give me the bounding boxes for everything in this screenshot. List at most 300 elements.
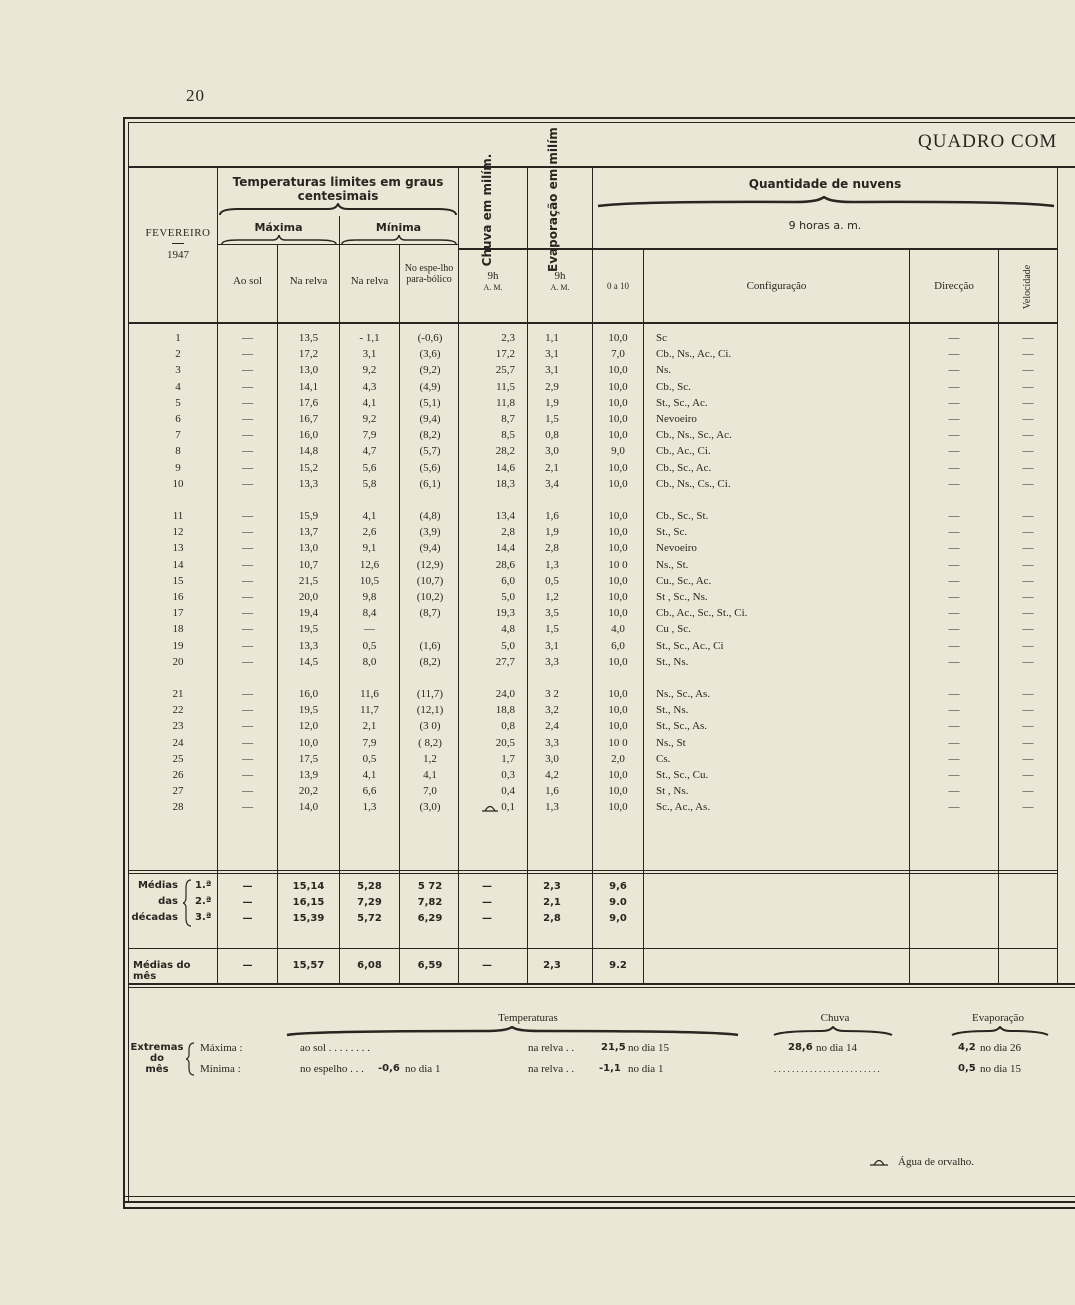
ext-min-relva-value: -1,1 (599, 1063, 621, 1074)
ext-max-relva-label: na relva . . (528, 1042, 575, 1054)
cell-evap: 3,3 (545, 736, 559, 749)
cell-nuv: 7,0 (611, 348, 625, 361)
mean-espelho: 6,29 (417, 913, 443, 924)
cell-nuv: 10,0 (608, 461, 628, 474)
cell-sol: — (242, 364, 253, 377)
cell-sol: — (242, 655, 253, 668)
mean-mes-nuv: 9.2 (609, 960, 627, 971)
means-mid-rule (128, 948, 1057, 949)
mean-sol: — (242, 913, 253, 924)
cell-evap: 3,5 (545, 607, 559, 620)
chuva-time: 9h (487, 270, 499, 282)
cell-day: 13 (172, 542, 184, 555)
cell-relva-max: 16,0 (298, 688, 319, 700)
cell-config: St., Sc. (656, 526, 688, 539)
mean-relva-min: 5,72 (357, 913, 382, 924)
temp-group-header: Temperaturas limites em graus centesimais (232, 175, 444, 203)
cell-espelho: 7,0 (423, 785, 437, 798)
cell-dir: — (948, 591, 960, 603)
cell-espelho: (4,8) (419, 510, 441, 522)
cell-day: 5 (175, 396, 181, 409)
cell-dir: — (948, 801, 960, 814)
cell-espelho: (4,9) (419, 380, 441, 393)
cell-nuv: 10,0 (608, 413, 628, 425)
cell-espelho: (11,7) (416, 688, 444, 700)
extremas-label: Extremas (130, 1042, 184, 1053)
cell-evap: 1,9 (545, 396, 559, 409)
cell-evap: 1,9 (545, 526, 559, 539)
cell-chuva: 5,0 (501, 591, 515, 603)
cell-espelho: (3,9) (419, 526, 441, 539)
cell-evap: 3,1 (545, 364, 559, 377)
mean-nuv: 9.0 (609, 897, 627, 908)
cell-espelho: (9,4) (419, 542, 441, 555)
col-divider (1057, 168, 1058, 983)
cell-config: Cb., Sc., St. (656, 510, 709, 522)
cell-nuv: 10 0 (608, 736, 628, 749)
cell-sol: — (242, 510, 253, 522)
cell-day: 10 (172, 477, 184, 490)
cell-evap: 3,4 (545, 477, 559, 490)
bottom-rule-1 (123, 1196, 1075, 1197)
cell-config: Cs. (656, 752, 671, 765)
cell-relva-min: 9,8 (362, 591, 377, 603)
cell-chuva: 2,3 (501, 332, 515, 344)
cell-chuva: 4,8 (501, 623, 515, 636)
cell-config: Ns. (656, 364, 671, 377)
cell-config: Cb., Ns., Cs., Ci. (656, 477, 731, 490)
cell-relva-max: 17,6 (298, 396, 319, 409)
cell-nuv: 10 0 (608, 558, 628, 571)
cell-dir: — (948, 348, 960, 361)
cell-evap: 3,0 (545, 752, 559, 765)
decada-1-label: 1.ª (195, 880, 212, 891)
ext-minima-label: Mínima : (200, 1063, 241, 1075)
cell-dir: — (948, 752, 960, 765)
cell-day: 25 (172, 752, 184, 765)
ext-min-chuva: . . . . . . . . . . . . . . . . . . . . . . . . (774, 1064, 880, 1074)
cell-chuva: 14,4 (495, 542, 515, 555)
cell-evap: 3,1 (545, 639, 559, 652)
cell-config: Cb., Ns., Sc., Ac. (656, 429, 732, 442)
cell-sol: — (242, 720, 253, 733)
cell-day: 28 (172, 801, 184, 814)
cell-dir: — (948, 720, 960, 733)
cell-chuva: 0,8 (501, 720, 515, 733)
cell-chuva: 28,6 (495, 558, 515, 571)
cell-vel: — (1022, 688, 1034, 700)
cell-day: 4 (175, 380, 181, 393)
mean-nuv: 9,0 (609, 913, 627, 924)
cell-relva-min: 12,6 (359, 558, 380, 571)
chuva-header: Chuva em milím. (480, 153, 494, 267)
cell-espelho: (3,6) (419, 348, 441, 361)
nuvens-brace (596, 196, 1056, 210)
cell-chuva: 17,2 (495, 348, 515, 361)
cell-vel: — (1022, 542, 1034, 555)
cell-evap: 1,5 (545, 413, 559, 425)
ext-maxima-label: Máxima : (200, 1042, 243, 1054)
cell-espelho: (5,6) (419, 461, 441, 474)
cell-evap: 1,6 (545, 510, 559, 522)
cell-evap: 1,3 (545, 801, 559, 814)
cell-config: St , Sc., Ns. (656, 591, 708, 603)
cell-sol: — (242, 801, 253, 814)
cell-vel: — (1022, 429, 1034, 442)
cell-config: St., Sc., Ac. (656, 396, 708, 409)
evap-am: A. M. (550, 283, 570, 292)
cell-day: 18 (172, 623, 184, 636)
cell-evap: 3,2 (545, 704, 559, 717)
cell-relva-max: 17,5 (298, 752, 319, 765)
mean-relva-min: 5,28 (357, 881, 382, 892)
cell-vel: — (1022, 413, 1034, 425)
cell-day: 12 (172, 526, 184, 539)
cell-vel: — (1022, 477, 1034, 490)
cell-dir: — (948, 542, 960, 555)
cell-vel: — (1022, 510, 1034, 522)
cell-day: 3 (175, 364, 181, 377)
table-title: QUADRO COM (918, 131, 1058, 152)
cell-vel: — (1022, 736, 1034, 749)
cell-evap: 3,0 (545, 445, 559, 458)
cell-config: Cb., Sc., Ac. (656, 461, 712, 474)
cell-relva-min: 4,3 (362, 380, 377, 393)
cell-relva-min: 1,3 (362, 801, 377, 814)
cell-evap: 3,1 (545, 348, 559, 361)
cell-relva-min: 5,6 (362, 461, 377, 474)
ext-temp-brace (285, 1026, 740, 1038)
ext-max-sol: ao sol . . . . . . . . (300, 1042, 370, 1054)
cell-config: St., Sc., As. (656, 720, 708, 733)
ext-max-chuva-value: 28,6 (788, 1042, 813, 1053)
cell-evap: 1,6 (545, 785, 559, 798)
cell-dir: — (948, 607, 960, 620)
month-dash (172, 243, 184, 244)
cell-config: St., Ns. (656, 704, 689, 717)
cell-relva-max: 12,0 (298, 720, 319, 733)
cell-nuv: 10,0 (608, 688, 628, 700)
cell-evap: 0,5 (545, 574, 559, 587)
ext-max-chuva-day: no dia 14 (816, 1042, 857, 1054)
cell-evap: 1,1 (545, 332, 559, 344)
mean-relva-max: 15,39 (292, 913, 325, 924)
cell-day: 19 (172, 639, 184, 652)
cell-chuva: 25,7 (495, 364, 515, 377)
scale-header: 0 a 10 (607, 281, 629, 291)
mean-relva-min: 7,29 (357, 897, 382, 908)
means-top-rule-2 (128, 873, 1057, 874)
cell-chuva: 2,8 (501, 526, 515, 539)
velocidade-header: Velocidade (1022, 264, 1033, 310)
cell-relva-min: 6,6 (362, 785, 377, 798)
cell-nuv: 6,0 (611, 639, 625, 652)
cell-vel: — (1022, 380, 1034, 393)
cell-sol: — (242, 445, 253, 458)
mean-nuv: 9,6 (609, 881, 627, 892)
cell-config: Nevoeiro (656, 413, 697, 425)
cell-relva-max: 10,7 (298, 558, 319, 571)
cell-sol: — (242, 413, 253, 425)
cell-sol: — (242, 461, 253, 474)
cell-day: 14 (172, 558, 184, 571)
cell-relva-max: 16,7 (298, 413, 319, 425)
cell-dir: — (948, 688, 960, 700)
cell-config: Cb., Ac., Sc., St., Ci. (656, 607, 748, 620)
dew-symbol-icon (480, 802, 500, 814)
ext-min-relva-label: na relva . . (528, 1063, 575, 1075)
mean-espelho: 5 72 (417, 881, 443, 892)
cell-sol: — (242, 736, 253, 749)
cell-chuva: 5,0 (501, 639, 515, 652)
decada-2-label: 2.ª (195, 896, 212, 907)
cell-day: 7 (175, 429, 181, 442)
minima-header: Mínima (375, 221, 422, 234)
cell-nuv: 10,0 (608, 396, 628, 409)
cell-sol: — (242, 688, 253, 700)
ao-sol-header: Ao sol (232, 275, 263, 287)
mean-mes-relva-max: 15,57 (292, 960, 325, 971)
cell-vel: — (1022, 655, 1034, 668)
cell-dir: — (948, 445, 960, 458)
cell-evap: 1,5 (545, 623, 559, 636)
cell-espelho: (12,1) (416, 704, 444, 717)
configuracao-header: Configuração (746, 280, 807, 292)
means-top-rule (128, 870, 1057, 871)
ext-min-espelho-day: no dia 1 (405, 1063, 441, 1075)
cell-chuva: 27,7 (495, 655, 515, 668)
cell-relva-min: 9,2 (362, 413, 377, 425)
cell-chuva: 11,5 (496, 380, 515, 393)
cell-vel: — (1022, 526, 1034, 539)
cell-config: Cu., Sc., Ac. (656, 574, 712, 587)
cell-evap: 2,1 (545, 461, 559, 474)
cell-dir: — (948, 639, 960, 652)
cell-sol: — (242, 477, 253, 490)
cell-chuva: 0,4 (501, 785, 515, 798)
mean-evap: 2,1 (543, 897, 561, 908)
cell-chuva: 8,5 (501, 429, 515, 442)
cell-relva-min: 8,0 (362, 655, 377, 668)
cell-relva-max: 13,3 (298, 477, 319, 490)
cell-chuva: 6,0 (501, 574, 515, 587)
cell-dir: — (948, 623, 960, 636)
cell-dir: — (948, 655, 960, 668)
mean-sol: — (242, 897, 253, 908)
cell-day: 8 (175, 445, 181, 458)
cell-sol: — (242, 785, 253, 798)
cell-espelho: (3 0) (419, 720, 441, 733)
cell-config: Ns., St. (656, 558, 689, 571)
na-relva-max-header: Na relva (289, 275, 328, 287)
cell-espelho: (9,4) (419, 413, 441, 425)
ext-temperaturas-header: Temperaturas (498, 1012, 558, 1024)
cell-sol: — (242, 591, 253, 603)
cell-espelho: (12,9) (416, 558, 444, 571)
ext-evap-header: Evaporação (972, 1012, 1024, 1024)
nuvens-header: Quantidade de nuvens (748, 177, 902, 191)
cell-day: 22 (172, 704, 184, 717)
cell-espelho: (8,2) (419, 655, 441, 668)
cell-nuv: 10,0 (608, 542, 628, 555)
cell-nuv: 10,0 (608, 364, 628, 377)
cell-nuv: 10,0 (608, 591, 628, 603)
cell-sol: — (242, 704, 253, 717)
cell-relva-min: 7,9 (362, 736, 377, 749)
cell-espelho (402, 621, 458, 637)
cell-relva-min: 10,5 (359, 574, 380, 587)
cell-espelho: (5,7) (419, 445, 441, 458)
decada-3-label: 3.ª (195, 912, 212, 923)
cell-relva-min: 4,1 (362, 396, 377, 409)
cell-config: Sc., Ac., As. (656, 801, 711, 814)
cell-dir: — (948, 526, 960, 539)
cell-vel: — (1022, 591, 1034, 603)
mes-label: mês (145, 1064, 169, 1075)
cell-nuv: 10,0 (608, 477, 628, 490)
extremas-brace (186, 1042, 196, 1076)
cell-evap: 2,8 (545, 542, 559, 555)
cell-relva-max: 13,9 (298, 769, 319, 781)
cell-relva-min: 2,1 (362, 720, 377, 733)
cell-chuva: 14,6 (495, 461, 515, 474)
cell-vel: — (1022, 801, 1034, 814)
cell-sol: — (242, 332, 253, 344)
evaporacao-header: Evaporação em milím (546, 127, 560, 272)
direccao-header: Direcção (934, 280, 974, 292)
cell-chuva: 20,5 (495, 736, 515, 749)
cell-sol: — (242, 380, 253, 393)
chuva-am: A. M. (483, 283, 503, 292)
cell-evap: 2,4 (545, 720, 559, 733)
decadas-brace (183, 878, 193, 928)
cell-dir: — (948, 332, 960, 344)
cell-sol: — (242, 752, 253, 765)
cell-vel: — (1022, 558, 1034, 571)
cell-vel: — (1022, 752, 1034, 765)
month-label: FEVEREIRO (145, 227, 211, 239)
media-mes-label: Médias do mês (133, 960, 191, 982)
cell-vel: — (1022, 364, 1034, 377)
cell-dir: — (948, 380, 960, 393)
cell-nuv: 9,0 (611, 445, 625, 458)
cell-config: Ns., Sc., As. (656, 688, 711, 700)
cell-espelho: (9,2) (419, 364, 441, 377)
cell-evap: 3 2 (545, 688, 559, 700)
bottom-rule-2 (123, 1201, 1075, 1203)
cell-day: 24 (172, 736, 184, 749)
cell-nuv: 2,0 (611, 752, 625, 765)
cell-day: 2 (175, 348, 181, 361)
cell-espelho: (10,7) (416, 574, 444, 587)
cell-config: Cu , Sc. (656, 623, 691, 636)
ext-min-evap-value: 0,5 (958, 1063, 976, 1074)
cell-sol: — (242, 396, 253, 409)
ext-max-relva-day: no dia 15 (628, 1042, 669, 1054)
mean-evap: 2,3 (543, 881, 561, 892)
cell-relva-max: 20,2 (298, 785, 319, 798)
medias-label: Médias (137, 880, 178, 891)
cell-nuv: 10,0 (608, 720, 628, 733)
ext-min-relva-day: no dia 1 (628, 1063, 664, 1075)
mean-mes-espelho: 6,59 (417, 960, 443, 971)
cell-relva-min: 2,6 (362, 526, 377, 539)
cell-evap: 4,2 (545, 769, 559, 781)
cell-dir: — (948, 558, 960, 571)
cell-relva-max: 13,5 (298, 332, 319, 344)
cell-relva-min: 4,7 (362, 445, 377, 458)
cell-relva-max: 16,0 (298, 429, 319, 442)
cell-chuva: 13,4 (495, 510, 515, 522)
cell-evap: 1,3 (545, 558, 559, 571)
cell-relva-min: 11,7 (360, 704, 379, 717)
ext-max-evap-value: 4,2 (958, 1042, 976, 1053)
cell-config: Cb., Sc. (656, 380, 691, 393)
cell-sol: — (242, 607, 253, 620)
cell-vel: — (1022, 704, 1034, 717)
cell-relva-max: 17,2 (298, 348, 319, 361)
cell-chuva: 11,8 (496, 396, 515, 409)
cell-sol: — (242, 574, 253, 587)
cell-day: 26 (172, 769, 184, 781)
das-label: das (158, 896, 178, 907)
ext-min-espelho-value: -0,6 (378, 1063, 400, 1074)
cell-config: St., Sc., Cu. (656, 769, 709, 781)
cell-espelho: 1,2 (423, 752, 437, 765)
mean-chuva: — (482, 913, 492, 924)
cell-dir: — (948, 413, 960, 425)
cell-nuv: 10,0 (608, 785, 628, 798)
cell-dir: — (948, 364, 960, 377)
cell-relva-max: 13,7 (298, 526, 319, 539)
cell-dir: — (948, 510, 960, 522)
cell-relva-max: 10,0 (298, 736, 319, 749)
ext-min-evap-day: no dia 15 (980, 1063, 1021, 1075)
do-label: do (149, 1053, 165, 1064)
cell-sol: — (242, 526, 253, 539)
cell-nuv: 10,0 (608, 704, 628, 717)
cell-espelho: (5,1) (419, 396, 441, 409)
cell-config: Cb., Ns., Ac., Ci. (656, 348, 732, 361)
cell-sol: — (242, 348, 253, 361)
cell-relva-max: 14,8 (298, 445, 319, 458)
cell-espelho: (8,7) (419, 607, 441, 620)
cell-sol: — (242, 558, 253, 571)
cell-chuva: 19,3 (495, 607, 515, 620)
year-label: 1947 (167, 249, 189, 261)
no-espelho-header: No espe-lho para-bólico (404, 263, 454, 285)
cell-dir: — (948, 769, 960, 781)
cell-relva-min: 5,8 (362, 477, 377, 490)
cell-dir: — (948, 574, 960, 587)
cell-relva-max: 13,0 (298, 542, 319, 555)
ext-max-evap-day: no dia 26 (980, 1042, 1021, 1054)
cell-evap: 3,3 (545, 655, 559, 668)
cell-espelho: (10,2) (416, 591, 444, 603)
cell-day: 21 (172, 688, 184, 700)
cell-nuv: 4,0 (611, 623, 625, 636)
cell-relva-min: - 1,1 (359, 332, 380, 344)
cell-vel: — (1022, 396, 1034, 409)
means-bottom-rule-2 (128, 987, 1075, 988)
cell-evap: 2,9 (545, 380, 559, 393)
cell-relva-max: 20,0 (298, 591, 319, 603)
cell-dir: — (948, 396, 960, 409)
cell-day: 1 (175, 332, 181, 344)
cell-dir: — (948, 429, 960, 442)
cell-config: Ns., St (656, 736, 686, 749)
cell-config: St , Ns. (656, 785, 689, 798)
